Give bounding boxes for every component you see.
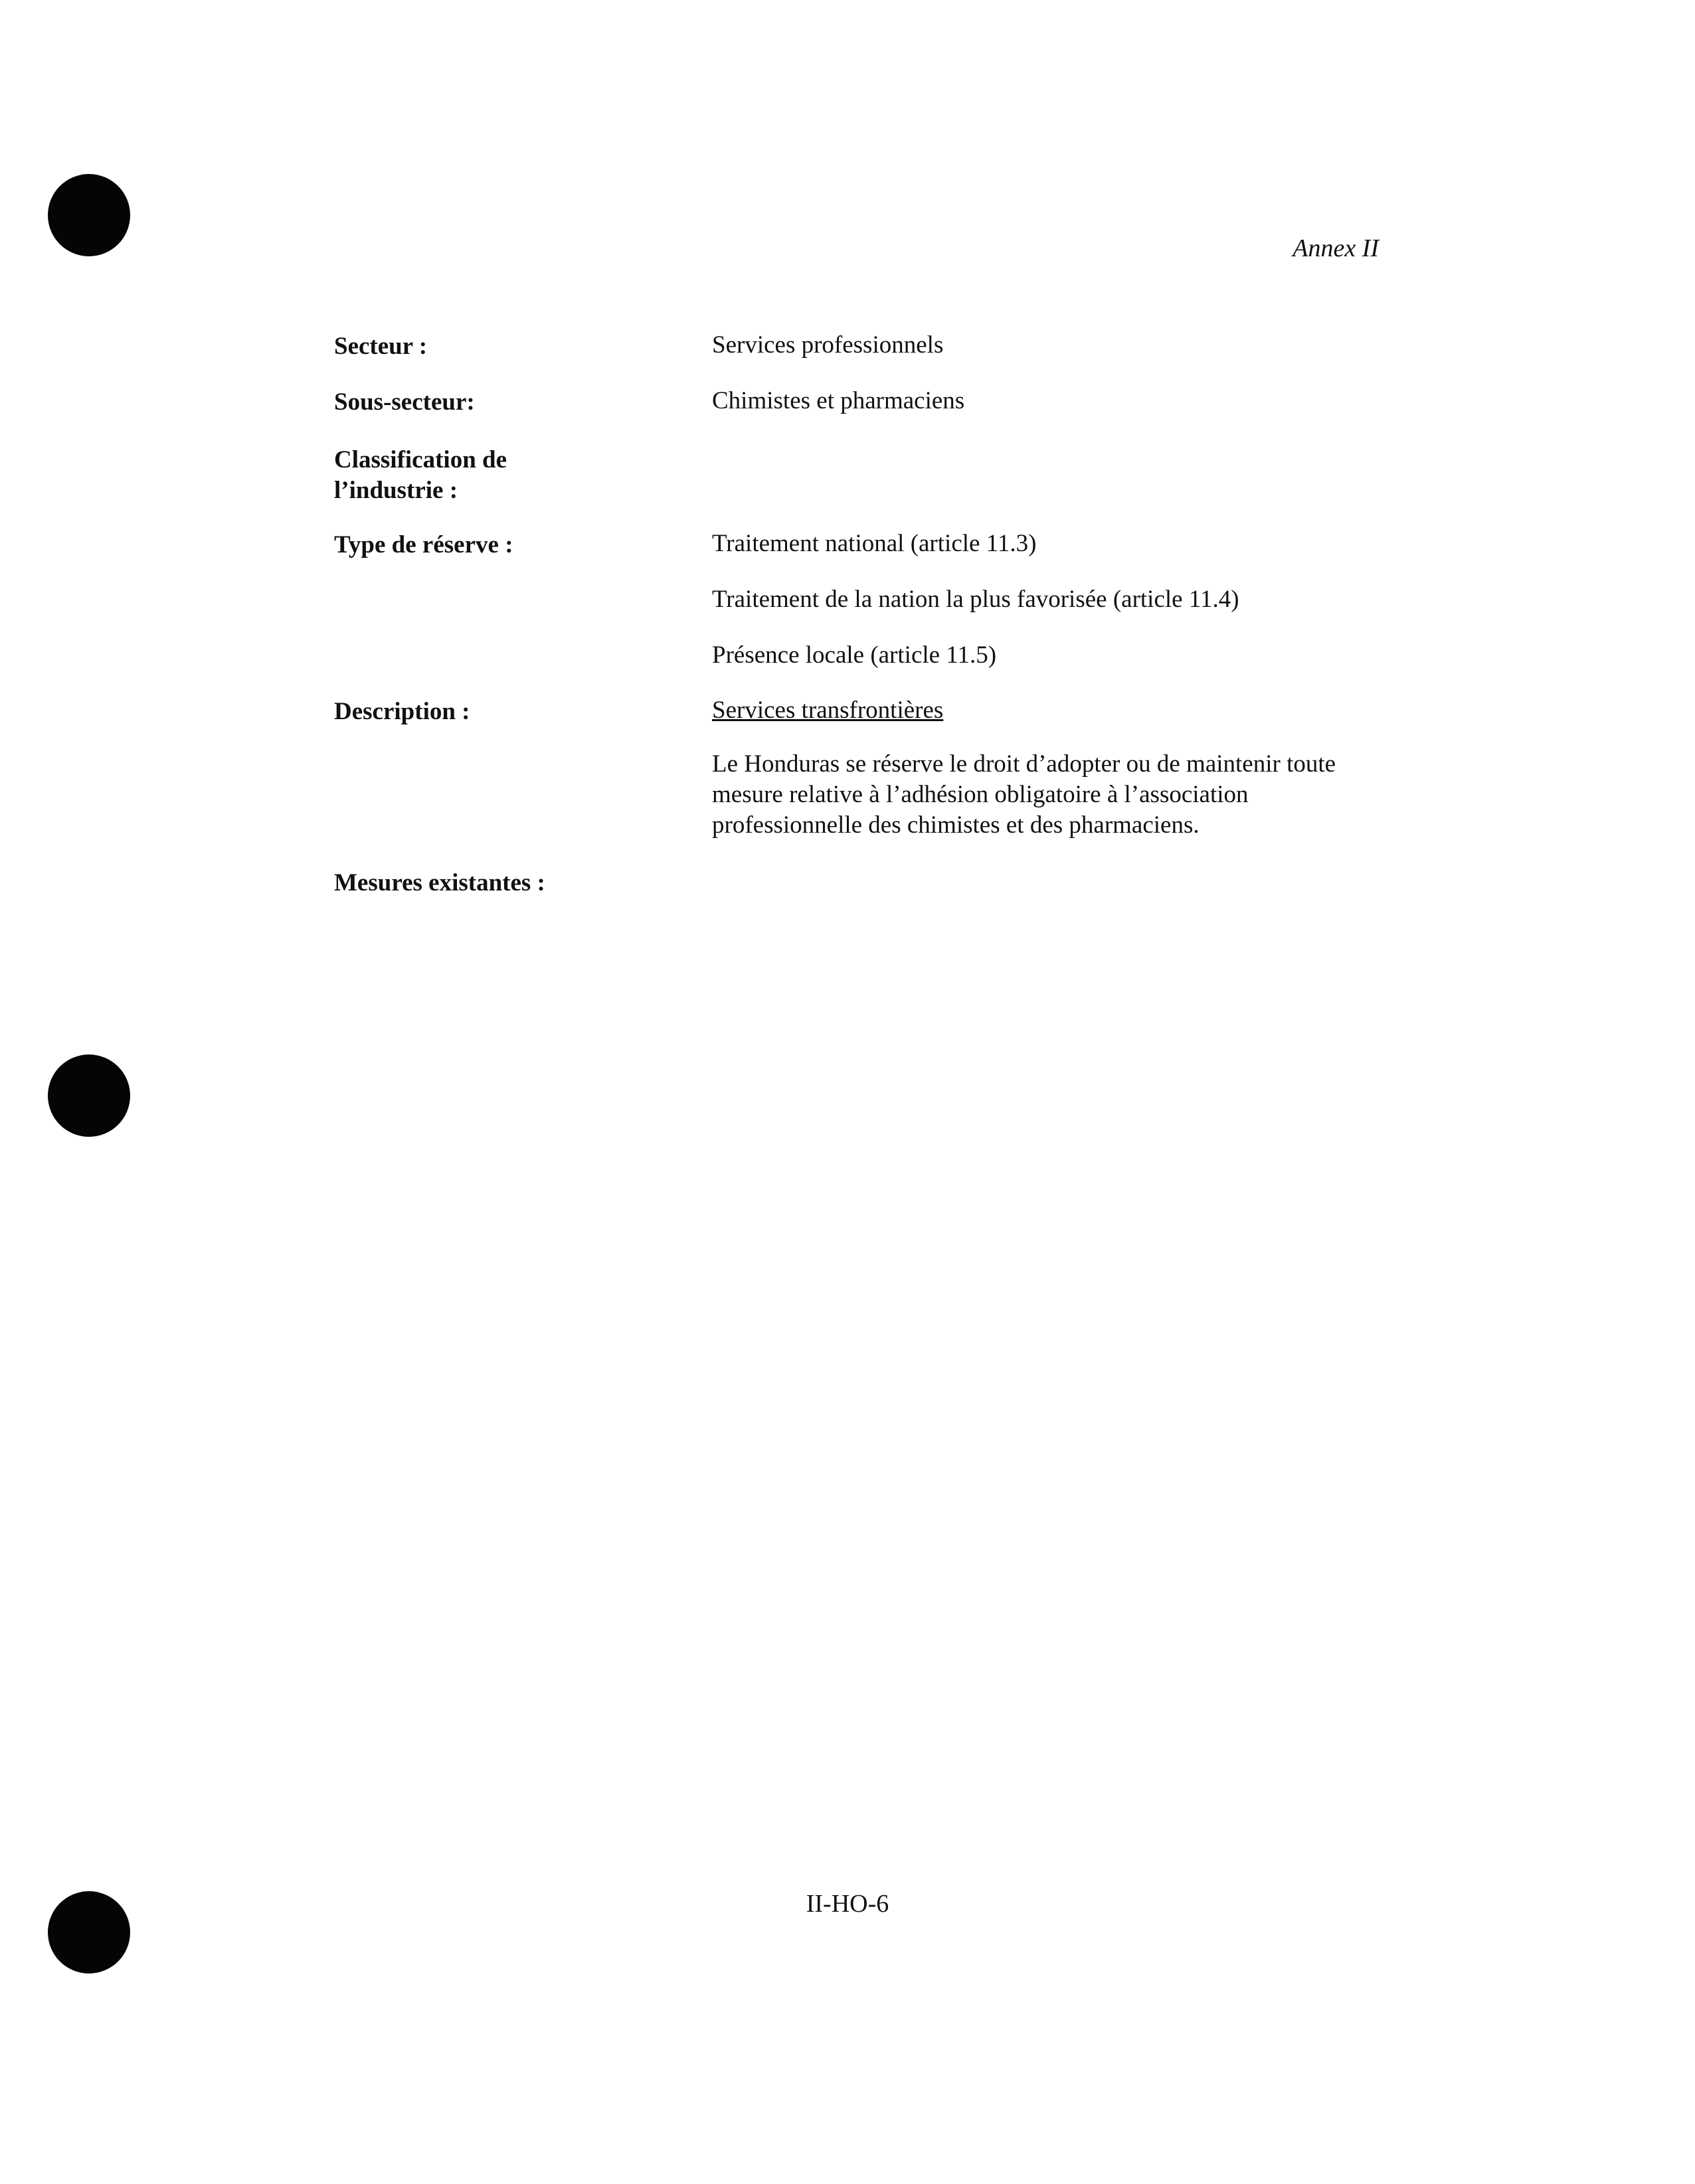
reservation-type-local-presence: Présence locale (article 11.5) xyxy=(712,641,997,669)
description-text-line1: Le Honduras se réserve le droit d’adopter ou de maintenir toute xyxy=(712,750,1336,778)
industry-classification-label-line2: l’industrie : xyxy=(334,477,458,504)
sector-label: Secteur : xyxy=(334,333,428,360)
page-number: II-HO-6 xyxy=(806,1890,889,1918)
subsector-value: Chimistes et pharmaciens xyxy=(712,387,965,414)
subsector-label: Sous-secteur: xyxy=(334,388,475,416)
annex-header: Annex II xyxy=(1293,234,1379,262)
description-heading: Services transfrontières xyxy=(712,697,944,724)
description-text-line2: mesure relative à l’adhésion obligatoire à l’association xyxy=(712,781,1249,808)
reservation-type-national-treatment: Traitement national (article 11.3) xyxy=(712,530,1037,557)
sector-value: Services professionnels xyxy=(712,331,944,359)
description-label: Description : xyxy=(334,698,470,725)
industry-classification-label: Classification de xyxy=(334,446,507,473)
punch-hole-bottom xyxy=(48,1891,130,1974)
reservation-type-mfn-treatment: Traitement de la nation la plus favorisée (article 11.4) xyxy=(712,586,1239,613)
punch-hole-top xyxy=(48,174,130,256)
description-text-line3: professionnelle des chimistes et des pharmaciens. xyxy=(712,811,1200,839)
existing-measures-label: Mesures existantes : xyxy=(334,869,545,896)
punch-hole-middle xyxy=(48,1054,130,1137)
reservation-type-label: Type de réserve : xyxy=(334,531,513,558)
